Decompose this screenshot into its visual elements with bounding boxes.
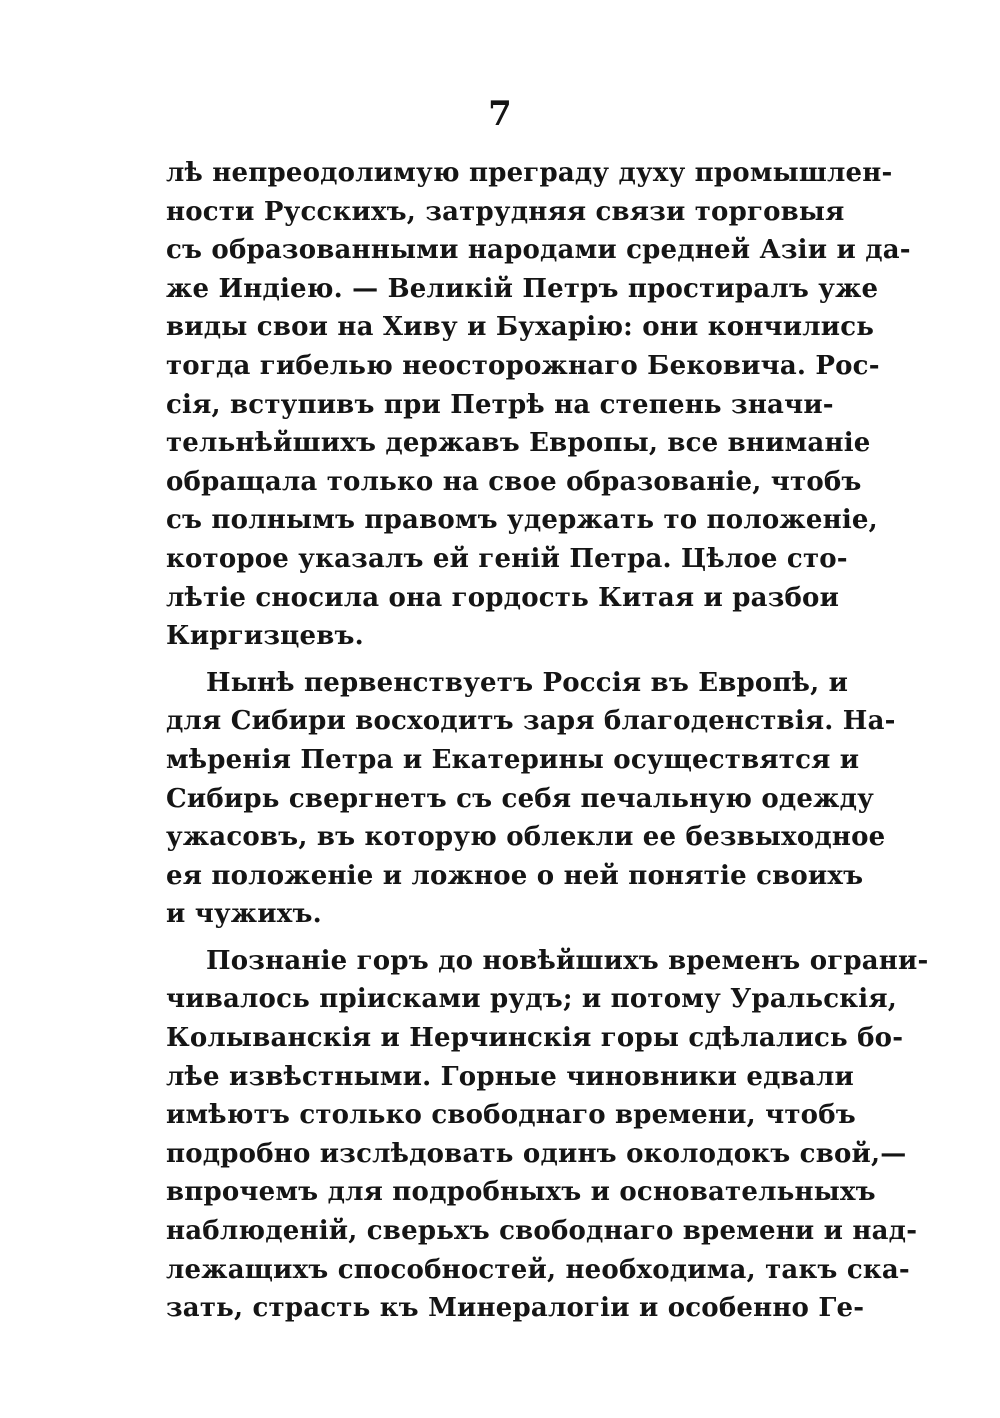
text-line: Нынѣ первенствуетъ Россія въ Европѣ, и bbox=[206, 667, 849, 698]
text-line: Колыванскія и Нерчинскія горы сдѣлались бо- bbox=[166, 1023, 904, 1054]
text-line: Познаніе горъ до новѣйшихъ временъ ограни- bbox=[206, 945, 929, 976]
text-line: наблюденій, сверьхъ свободнаго времени и над- bbox=[166, 1216, 918, 1247]
text-line: зать, страсть къ Минералогіи и особенно Ге- bbox=[166, 1293, 865, 1324]
text-line: и чужихъ. bbox=[166, 899, 322, 930]
text-line: тогда гибелью неосторожнаго Бековича. Рос- bbox=[166, 350, 880, 381]
text-line: виды свои на Хиву и Бухарію: они кончились bbox=[166, 312, 875, 343]
text-line: подробно изслѣдовать одинъ околодокъ свой,— bbox=[166, 1138, 907, 1169]
text-line: съ полнымъ правомъ удержать то положеніе, bbox=[166, 505, 878, 536]
text-line: ея положеніе и ложное о ней понятіе своихъ bbox=[166, 860, 864, 891]
text-line: лѣ непреодолимую преграду духу промышлен- bbox=[166, 158, 893, 188]
paragraph-gap bbox=[166, 656, 824, 664]
paragraph-2 bbox=[166, 664, 896, 934]
text-line: лѣтіе сносила она гордость Китая и разбои bbox=[166, 582, 840, 613]
text-line: чивалось пріисками рудъ; и потому Уральскія, bbox=[166, 984, 898, 1015]
text-line: же Индіею. — Великій Петръ простиралъ уже bbox=[166, 273, 879, 304]
page-number: 7 bbox=[488, 94, 512, 134]
text-line: которое указалъ ей геній Петра. Цѣлое сто- bbox=[166, 543, 848, 574]
text-line: лежащихъ способностей, необходима, такъ ска- bbox=[166, 1254, 910, 1285]
text-line: Сибирь свергнетъ съ себя печальную одежду bbox=[166, 783, 874, 814]
text-line: имѣютъ столько свободнаго времени, чтобъ bbox=[166, 1100, 856, 1131]
body-text bbox=[166, 154, 929, 1328]
text-line: для Сибири восходитъ заря благоденствія. На- bbox=[166, 706, 896, 737]
paragraph-3 bbox=[166, 942, 929, 1328]
text-line: лѣе извѣстными. Горные чиновники едвали bbox=[166, 1061, 854, 1092]
paragraph-1 bbox=[166, 154, 911, 656]
text-line: мѣренія Петра и Екатерины осуществятся и bbox=[166, 744, 860, 775]
text-line: ности Русскихъ, затрудняя связи торговыя bbox=[166, 196, 845, 227]
text-line: съ образованными народами средней Азіи и да- bbox=[166, 235, 911, 266]
text-line: тельнѣйшихъ державъ Европы, все вниманіе bbox=[166, 428, 871, 459]
text-line: сія, вступивъ при Петрѣ на степень значи- bbox=[166, 389, 834, 420]
text-line: обращала только на свое образованіе, чтобъ bbox=[166, 466, 862, 497]
text-line: ужасовъ, въ которую облекли ее безвыходное bbox=[166, 822, 886, 853]
text-line: Киргизцевъ. bbox=[166, 621, 364, 652]
text-line: впрочемъ для подробныхъ и основательныхъ bbox=[166, 1177, 876, 1208]
paragraph-gap bbox=[166, 934, 824, 942]
